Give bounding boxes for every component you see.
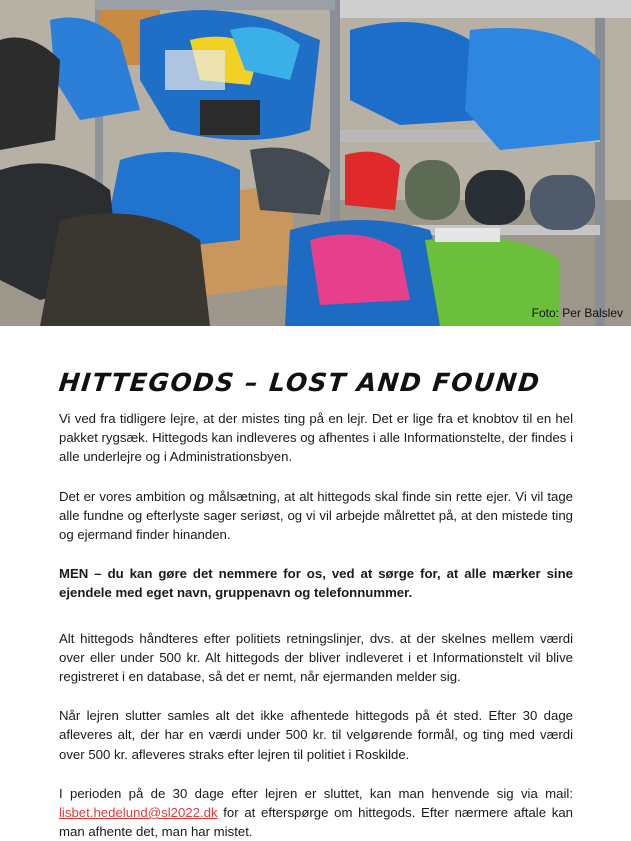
contact-text-before: I perioden på de 30 dage efter lejren er sluttet, kan man henvende sig via mail: <box>59 785 573 801</box>
article-title: HITTEGODS – LOST AND FOUND <box>57 368 543 397</box>
paragraph-contact <box>59 784 573 841</box>
paragraph-tip: MEN – du kan gøre det nemmere for os, ved at sørge for, at alle mærker sine ejendele med eget navn, gruppenavn og telefonnummer. <box>59 566 573 601</box>
contact-text-after: for at efterspørge om hittegods. Efter nærmere aftale kan man afhente det, man har mistet. <box>59 805 573 840</box>
paragraph-police-rules: Alt hittegods håndteres efter politiets retningslinjer, dvs. at der skelnes mellem værdi over eller under 500 kr. Alt hittegods der bliver indleveret i et Informationstelt vil blive registreret i en database, så det er nemt, når ejermanden melder sig. <box>59 630 573 685</box>
email-link[interactable]: lisbet.hedelund@sl2022.dk <box>59 805 218 821</box>
paragraph-intro: Vi ved fra tidligere lejre, at der mistes ting på en lejr. Det er lige fra et knobtov til en hel pakket rygsæk. Hittegods kan indleveres og afhentes i alle Informationstelte, der findes i alle underlejre og i Administrationsbyen. <box>59 411 573 465</box>
paragraph-after-camp: Når lejren slutter samles alt det ikke afhentede hittegods på ét sted. Efter 30 dage afleveres alt, der har en værdi under 500 kr. til velgørende formål, og ting med værdi over 500 kr. afleveres straks efter lejren til politiet i Roskilde. <box>59 708 573 762</box>
photo-illustration <box>0 0 631 326</box>
article <box>0 368 573 841</box>
paragraph-ambition: Det er vores ambition og målsætning, at alt hittegods skal finde sin rette ejer. Vi vil tage alle fundne og efterlyste sager seriøst, og vi vil arbejde målrettet på, at den mistede ting og ejermand finder hinanden. <box>59 488 573 543</box>
photo-credit: Foto: Per Balslev <box>531 306 623 320</box>
lost-and-found-photo <box>0 0 631 326</box>
